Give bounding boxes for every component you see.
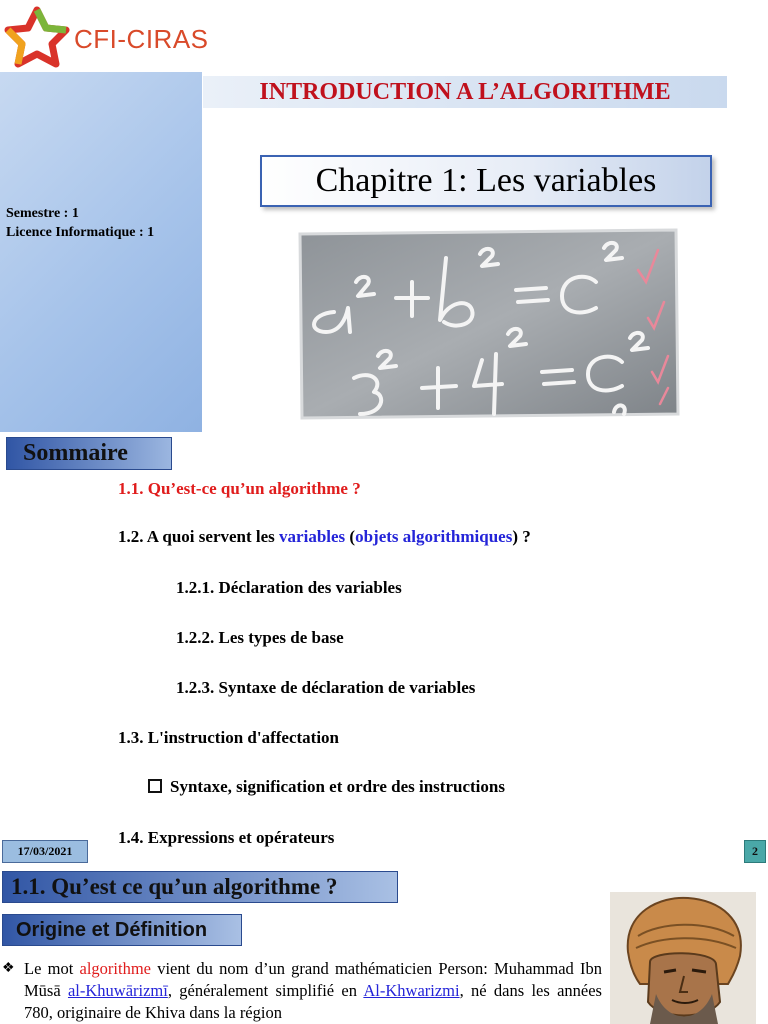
para-text-3: vient du nom d’un grand mathématicien Person: Muhammad Ibn Mūsā: [24, 959, 602, 1000]
portrait-image: [610, 892, 756, 1024]
toc-item-2: [118, 527, 531, 547]
toc-item-5: 1.2.3. Syntaxe de déclaration de variables: [176, 678, 476, 697]
toc-item-3: 1.2.1. Déclaration des variables: [176, 578, 402, 597]
toc-item-7-label: Syntaxe, signification et ordre des instructions: [170, 777, 505, 796]
toc-item-8: 1.4. Expressions et opérateurs: [118, 828, 335, 847]
checkbox-bullet-icon: [148, 779, 162, 793]
section-title: 1.1. Qu’est ce qu’un algorithme ?: [2, 871, 398, 903]
diamond-bullet-icon: ❖: [2, 961, 15, 976]
toc-item-2-open: (: [345, 527, 356, 546]
course-title: INTRODUCTION A L’ALGORITHME: [203, 76, 727, 108]
chapter-title: Chapitre 1: Les variables: [260, 155, 712, 207]
toc-item-6: 1.3. L'instruction d'affectation: [118, 728, 339, 747]
slide-1: [0, 0, 768, 432]
toc-item-7: [148, 777, 505, 797]
toc-item-2-suffix: ) ?: [512, 527, 531, 546]
toc-item-2-objects: objets algorithmiques: [355, 527, 513, 546]
para-text-5: , généralement simplifié en: [167, 981, 364, 1000]
semester-label: Semestre : 1: [6, 206, 79, 221]
slide-2: [0, 432, 768, 868]
cfi-ciras-logo: [2, 6, 242, 66]
section-subtitle: Origine et Définition: [2, 914, 242, 946]
definition-paragraph: [2, 958, 602, 1024]
toc-item-2-variables: variables: [279, 527, 346, 546]
toc-item-4: 1.2.2. Les types de base: [176, 628, 344, 647]
para-text-1: Le mot: [24, 959, 80, 978]
left-panel: [0, 72, 202, 432]
para-khuwarizmi-link[interactable]: al-Khuwārizmī: [67, 981, 168, 1000]
para-khwarizmi-link[interactable]: Al-Khwarizmi: [363, 981, 460, 1000]
licence-label: Licence Informatique : 1: [6, 225, 155, 240]
logo-star-icon: [2, 6, 72, 68]
semester-info: [6, 204, 154, 242]
logo-text: CFI-CIRAS: [74, 24, 209, 54]
chalkboard-image: [296, 228, 680, 420]
slide-date: 17/03/2021: [2, 840, 88, 863]
toc-item-2-prefix: 1.2. A quoi servent les: [118, 527, 280, 546]
para-algorithme: algorithme: [79, 959, 151, 978]
para-text-7: , né dans les années 780, originaire de Khiva dans la région: [24, 981, 602, 1022]
page-number: 2: [744, 840, 766, 863]
toc-item-1: 1.1. Qu’est-ce qu’un algorithme ?: [118, 479, 361, 498]
sommaire-heading: Sommaire: [6, 437, 172, 470]
slide-3: [0, 868, 768, 1024]
